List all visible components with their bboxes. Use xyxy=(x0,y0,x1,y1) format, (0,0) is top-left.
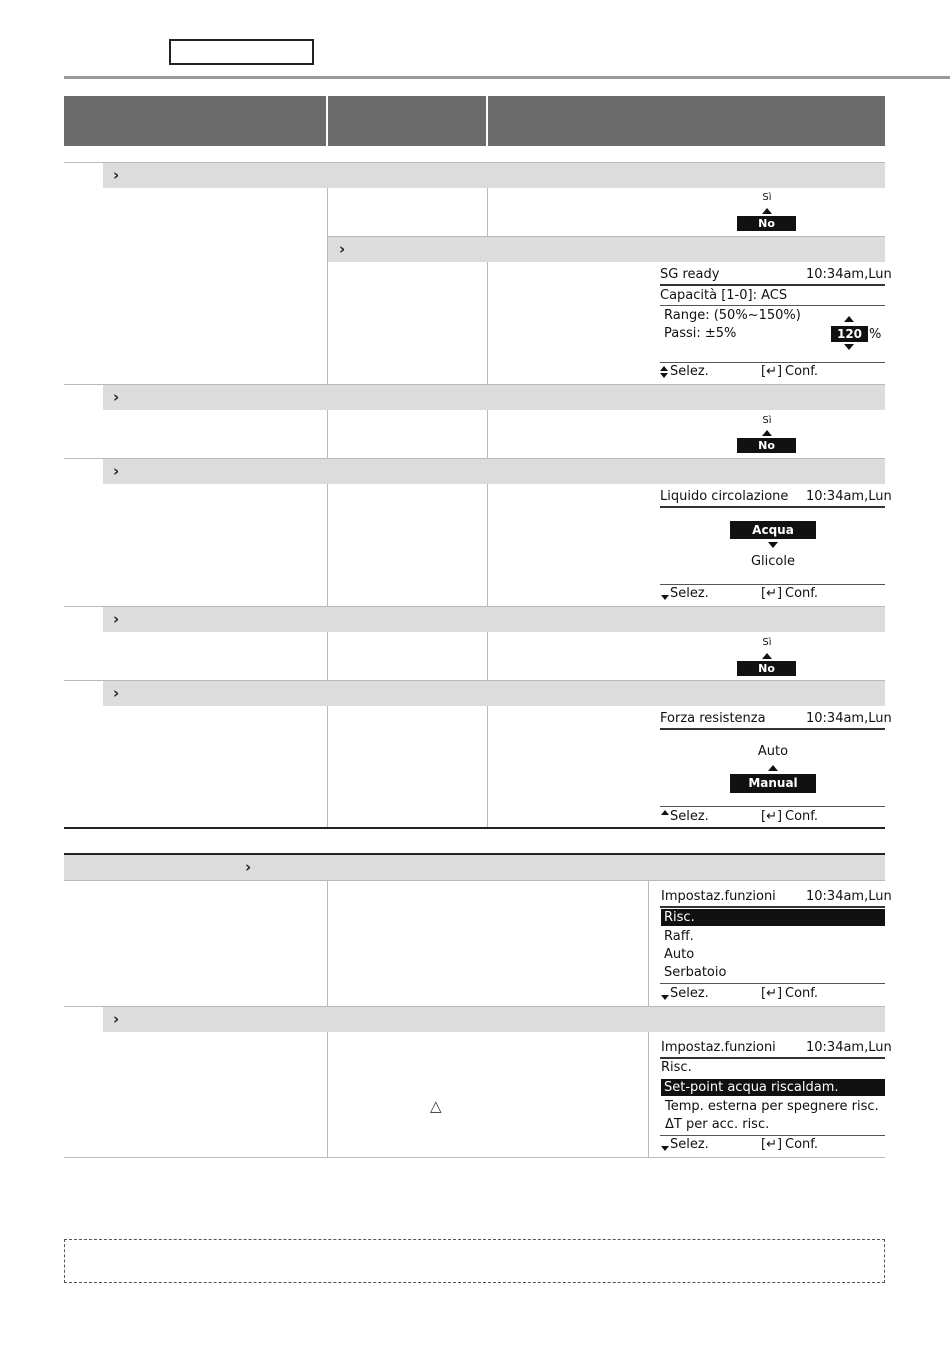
footer-confirm: Conf. xyxy=(785,1137,819,1152)
chevron-right-icon: › xyxy=(245,858,252,876)
up-down-icon xyxy=(660,364,668,380)
screen-rule xyxy=(660,506,885,508)
screen-rule xyxy=(660,806,885,807)
section-bar xyxy=(103,1007,885,1032)
top-rule xyxy=(64,76,950,79)
option-acqua-selected[interactable]: Acqua xyxy=(730,521,816,539)
footer-select: Selez. xyxy=(670,586,709,601)
column-divider xyxy=(327,410,328,458)
menu-item[interactable]: Raff. xyxy=(664,929,694,944)
screen-rule xyxy=(660,728,885,730)
option-auto: Auto xyxy=(757,744,789,759)
screen-time: 10:34am,Lun xyxy=(806,1040,892,1055)
section-bar xyxy=(103,163,885,188)
screen-title: Forza resistenza xyxy=(660,711,766,726)
arrow-down-icon xyxy=(661,995,669,1000)
option-yes: Sì xyxy=(762,192,772,203)
screen-rule xyxy=(660,1057,885,1059)
screen-title: Impostaz.funzioni xyxy=(661,1040,776,1055)
step-text: Passi: ±5% xyxy=(664,326,737,341)
section-bar xyxy=(64,855,885,880)
table-header-col2 xyxy=(328,96,486,146)
footer-confirm: Conf. xyxy=(785,986,819,1001)
option-no-selected[interactable]: No xyxy=(737,438,796,453)
option-no-selected[interactable]: No xyxy=(737,661,796,676)
menu-item[interactable]: Temp. esterna per spegnere risc. xyxy=(665,1099,879,1114)
footer-select: Selez. xyxy=(670,986,709,1001)
arrow-down-icon xyxy=(661,1146,669,1151)
screen-rule xyxy=(660,983,885,984)
arrow-down-icon xyxy=(844,344,854,350)
arrow-down-icon xyxy=(661,595,669,600)
option-no-selected[interactable]: No xyxy=(737,216,796,231)
screen-time: 10:34am,Lun xyxy=(806,889,892,904)
arrow-up-icon xyxy=(762,653,772,659)
option-yes: Sì xyxy=(762,637,772,648)
section-bar xyxy=(103,607,885,632)
column-divider xyxy=(648,881,649,1006)
enter-icon: [↵] xyxy=(761,986,783,1001)
screen-rule xyxy=(660,305,885,306)
divider xyxy=(64,880,885,881)
section-bar xyxy=(103,385,885,410)
menu-item[interactable]: ΔT per acc. risc. xyxy=(665,1117,770,1132)
column-divider xyxy=(487,706,488,827)
column-divider xyxy=(487,632,488,680)
range-text: Range: (50%~150%) xyxy=(664,308,801,323)
table-end-rule xyxy=(64,1157,885,1158)
footer-confirm: Conf. xyxy=(785,364,819,379)
table-header-col3 xyxy=(488,96,885,146)
screen-rule xyxy=(660,284,885,286)
column-divider xyxy=(327,484,328,606)
triangle-icon: △ xyxy=(430,1097,442,1115)
footer-select: Selez. xyxy=(670,364,709,379)
chevron-right-icon: › xyxy=(113,684,120,702)
chevron-right-icon: › xyxy=(339,240,346,258)
screen-rule xyxy=(660,906,885,908)
screen-title: Liquido circolazione xyxy=(660,489,789,504)
screen-time: 10:34am,Lun xyxy=(806,267,892,282)
screen-subtitle: Capacità [1-0]: ACS xyxy=(660,288,788,303)
arrow-up-icon xyxy=(762,208,772,214)
arrow-up-icon xyxy=(661,810,669,815)
chevron-right-icon: › xyxy=(113,610,120,628)
enter-icon: [↵] xyxy=(761,364,783,379)
column-divider xyxy=(327,881,328,1006)
enter-icon: [↵] xyxy=(761,1137,783,1152)
menu-item-selected[interactable]: Risc. xyxy=(661,909,885,926)
chevron-right-icon: › xyxy=(113,1010,120,1028)
chevron-right-icon: › xyxy=(113,388,120,406)
chevron-right-icon: › xyxy=(113,462,120,480)
note-box xyxy=(64,1239,885,1283)
screen-time: 10:34am,Lun xyxy=(806,711,892,726)
table-header-col1 xyxy=(64,96,326,146)
column-divider xyxy=(327,706,328,827)
menu-item[interactable]: Serbatoio xyxy=(664,965,727,980)
footer-confirm: Conf. xyxy=(785,586,819,601)
screen-title: SG ready xyxy=(660,267,720,282)
column-divider xyxy=(487,188,488,384)
header-box xyxy=(169,39,314,65)
column-divider xyxy=(327,188,328,384)
menu-item-selected[interactable]: Set-point acqua riscaldam. xyxy=(661,1079,885,1096)
chevron-right-icon: › xyxy=(113,166,120,184)
screen-time: 10:34am,Lun xyxy=(806,489,892,504)
column-divider xyxy=(327,632,328,680)
arrow-up-icon xyxy=(768,765,778,771)
section-bar xyxy=(103,681,885,706)
column-divider xyxy=(327,1032,328,1157)
column-divider xyxy=(487,410,488,458)
section-bar xyxy=(103,459,885,484)
subsection-bar xyxy=(328,237,885,262)
option-yes: Sì xyxy=(762,415,772,426)
footer-select: Selez. xyxy=(670,809,709,824)
column-divider xyxy=(487,484,488,606)
menu-item[interactable]: Auto xyxy=(664,947,695,962)
table-end-rule xyxy=(64,827,885,829)
option-glicole: Glicole xyxy=(750,554,795,569)
footer-confirm: Conf. xyxy=(785,809,819,824)
screen-subtitle: Risc. xyxy=(661,1060,692,1075)
footer-select: Selez. xyxy=(670,1137,709,1152)
enter-icon: [↵] xyxy=(761,809,783,824)
enter-icon: [↵] xyxy=(761,586,783,601)
capacity-value[interactable]: 120 xyxy=(831,326,868,342)
arrow-up-icon xyxy=(844,316,854,322)
screen-title: Impostaz.funzioni xyxy=(661,889,776,904)
arrow-up-icon xyxy=(762,430,772,436)
arrow-down-icon xyxy=(768,542,778,548)
column-divider xyxy=(648,1032,649,1157)
option-manual-selected[interactable]: Manual xyxy=(730,774,816,793)
capacity-unit: % xyxy=(869,327,882,342)
